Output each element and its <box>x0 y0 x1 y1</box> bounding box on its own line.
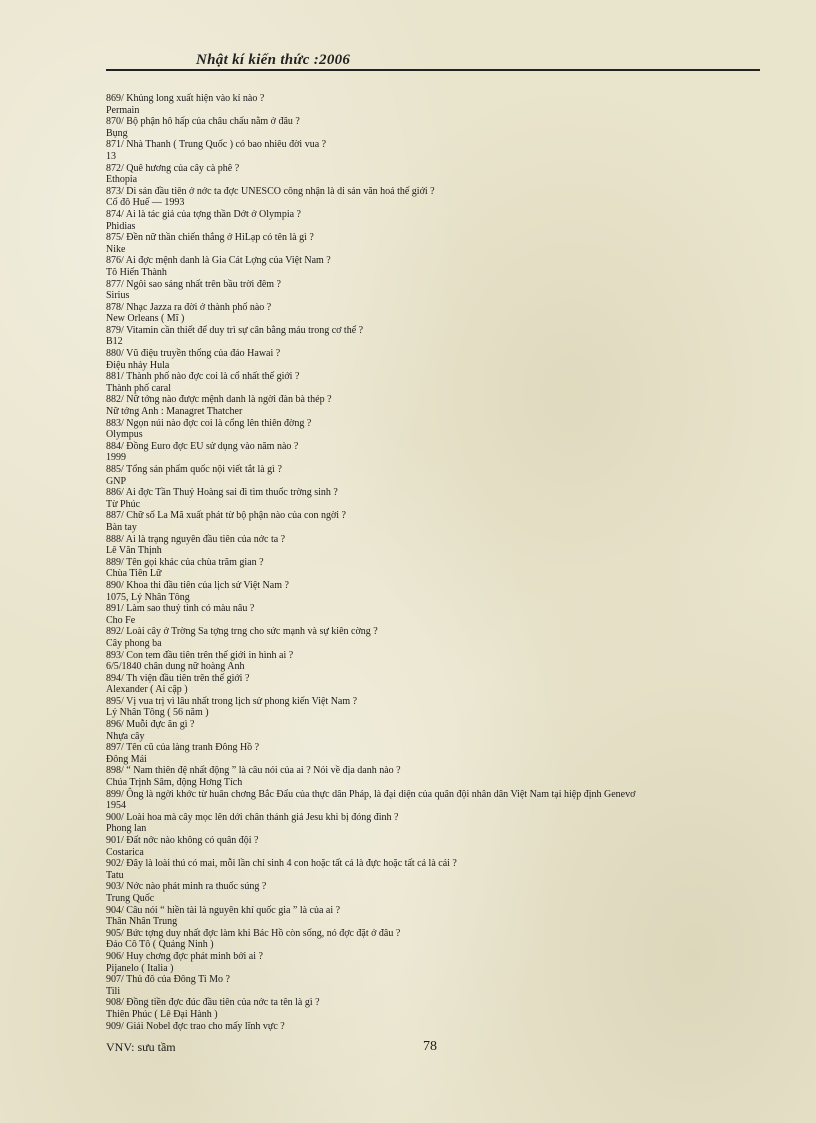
question-line: 875/ Đền nữ thần chiến thắng ở HiLạp có tên là gì ? <box>106 232 314 244</box>
answer-line: Cố đô Huế — 1993 <box>106 197 185 209</box>
answer-line: Thiên Phúc ( Lê Đại Hành ) <box>106 1008 218 1020</box>
question-line: 881/ Thành phố nào đợc coi là cổ nhất thế giới ? <box>106 371 300 383</box>
answer-line: Thân Nhân Trung <box>106 916 178 928</box>
answer-line: Sirius <box>106 290 130 302</box>
question-line: 898/ “ Nam thiên đệ nhất động ” là câu nói của ai ? Nói về địa danh nào ? <box>106 765 401 777</box>
question-line: 904/ Câu nói “ hiền tài là nguyên khí quốc gia ” là của ai ? <box>106 904 341 916</box>
answer-line: Pijanelo ( Italia ) <box>106 962 174 974</box>
answer-line: Tatu <box>106 869 124 881</box>
question-line: 883/ Ngọn núi nào đợc coi là cổng lên thiên đờng ? <box>106 417 312 429</box>
question-line: 906/ Huy chơng đợc phát minh bởi ai ? <box>106 950 263 962</box>
question-line: 887/ Chữ số La Mã xuất phát từ bộ phận nào của con ngời ? <box>106 510 346 522</box>
question-line: 901/ Đất nớc nào không có quân đội ? <box>106 835 259 846</box>
question-line: 886/ Ai đợc Tần Thuỷ Hoàng sai đi tìm thuốc trờng sinh ? <box>106 487 338 499</box>
question-line: 885/ Tổng sản phẩm quốc nội viết tắt là gì ? <box>106 464 282 475</box>
question-line: 899/ Ông là ngời khớc từ huân chơng Bắc Đẩu của thực dân Pháp, là đại diện của quân đội nhân dân Việt Nam tại hiệp định Genevơ <box>106 788 636 800</box>
question-line: 888/ Ai là trạng nguyên đầu tiên của nớc ta ? <box>106 533 286 545</box>
question-line: 903/ Nớc nào phát minh ra thuốc súng ? <box>106 881 267 893</box>
question-line: 895/ Vị vua trị vì lâu nhất trong lịch sử phong kiến Việt Nam ? <box>106 695 358 707</box>
question-line: 878/ Nhạc Jazza ra đời ở thành phố nào ? <box>106 301 272 313</box>
header-rule <box>106 69 760 71</box>
qa-list <box>106 93 766 1032</box>
footer-author: VNV: sưu tầm <box>106 1040 176 1054</box>
answer-line: Permain <box>106 104 140 116</box>
answer-line: Bàn tay <box>106 521 137 533</box>
answer-line: Ethopia <box>106 174 138 186</box>
answer-line: 6/5/1840 chân dung nữ hoàng Anh <box>106 661 245 673</box>
question-line: 897/ Tên cũ của làng tranh Đông Hồ ? <box>106 742 260 754</box>
answer-line: Lê Văn Thịnh <box>106 545 162 557</box>
answer-line: Chúa Trịnh Sâm, động Hơng Tích <box>106 777 243 789</box>
answer-line: Nike <box>106 243 126 255</box>
answer-line: GNP <box>106 475 127 487</box>
answer-line: New Orleans ( Mĩ ) <box>106 313 185 325</box>
answer-line: Tili <box>106 985 121 997</box>
answer-line: Đông Mái <box>106 753 147 765</box>
question-line: 905/ Bức tợng duy nhất đợc làm khi Bác Hồ còn sống, nó đợc đặt ở đâu ? <box>106 927 401 939</box>
question-line: 891/ Làm sao thuỷ tinh có màu nâu ? <box>106 603 255 615</box>
answer-line: 13 <box>106 150 116 162</box>
answer-line: 1075, Lý Nhân Tông <box>106 591 190 603</box>
answer-line: Alexander ( Ai cập ) <box>106 684 188 696</box>
answer-line: Lý Nhân Tông ( 56 năm ) <box>106 707 209 719</box>
question-line: 900/ Loài hoa mà cây mọc lên dới chân thánh giá Jesu khi bị đóng đinh ? <box>106 811 399 823</box>
question-line: 874/ Ai là tác giả của tợng thần Dớt ở Olympia ? <box>106 208 301 220</box>
answer-line: Nhựa cây <box>106 730 145 742</box>
answer-line: Bụng <box>106 127 128 139</box>
question-line: 908/ Đồng tiền đợc đúc đầu tiên của nớc ta tên là gì ? <box>106 997 320 1009</box>
question-line: 892/ Loài cây ở Trờng Sa tợng trng cho sức mạnh và sự kiên cờng ? <box>106 626 378 638</box>
page-number: 78 <box>423 1039 437 1054</box>
question-line: 870/ Bộ phận hô hấp của châu chấu nằm ở đâu ? <box>106 116 300 128</box>
question-line: 873/ Di sản đầu tiên ở nớc ta đợc UNESCO công nhận là di sản văn hoá thế giới ? <box>106 185 435 197</box>
answer-line: Từ Phúc <box>106 498 141 510</box>
question-line: 894/ Th viện đầu tiên trên thế giới ? <box>106 672 250 684</box>
question-line: 882/ Nữ tớng nào được mệnh danh là ngời đàn bà thép ? <box>106 394 332 406</box>
question-line: 907/ Thủ đô của Đông Ti Mo ? <box>106 974 230 986</box>
answer-line: Chùa Tiên Lữ <box>106 568 162 580</box>
question-line: 890/ Khoa thi đầu tiên của lịch sử Việt Nam ? <box>106 579 289 591</box>
question-line: 902/ Đây là loài thú có mai, mỗi lần chỉ sinh 4 con hoặc tất cả là đực hoặc tất cả là cái ? <box>106 858 457 870</box>
question-line: 879/ Vitamin cần thiết để duy trì sự cân bằng máu trong cơ thể ? <box>106 324 364 336</box>
answer-line: B12 <box>106 336 123 348</box>
answer-line: Nữ tớng Anh : Managret Thatcher <box>106 406 243 418</box>
question-line: 909/ Giải Nobel đợc trao cho mấy lĩnh vực ? <box>106 1020 285 1032</box>
question-line: 889/ Tên gọi khác của chùa trăm gian ? <box>106 556 264 568</box>
page-header-title: Nhật kí kiến thức :2006 <box>196 52 351 68</box>
question-line: 872/ Quê hương của cây cà phê ? <box>106 162 240 174</box>
answer-line: Phong lan <box>106 823 147 835</box>
answer-line: Olympus <box>106 429 143 441</box>
question-line: 877/ Ngôi sao sáng nhất trên bầu trời đêm ? <box>106 278 281 290</box>
answer-line: Cho Fe <box>106 614 136 626</box>
answer-line: 1999 <box>106 452 126 464</box>
question-line: 876/ Ai đợc mệnh danh là Gia Cát Lợng của Việt Nam ? <box>106 255 331 267</box>
question-line: 893/ Con tem đầu tiên trên thế giới in hình ai ? <box>106 649 294 661</box>
answer-line: Phidias <box>106 220 136 232</box>
answer-line: Tô Hiến Thành <box>106 266 167 278</box>
answer-line: Đảo Cô Tô ( Quảng Ninh ) <box>106 939 214 951</box>
answer-line: Costarica <box>106 846 144 858</box>
answer-line: 1954 <box>106 800 126 812</box>
answer-line: Trung Quốc <box>106 892 155 904</box>
question-line: 884/ Đồng Euro đợc EU sử dụng vào năm nào ? <box>106 440 299 452</box>
question-line: 896/ Muỗi đực ăn gì ? <box>106 719 195 731</box>
question-line: 869/ Khủng long xuất hiện vào kỉ nào ? <box>106 93 265 104</box>
answer-line: Thành phố caral <box>106 382 171 394</box>
answer-line: Điệu nhảy Hula <box>106 359 170 371</box>
question-line: 880/ Vũ điệu truyền thống của đảo Hawai ? <box>106 348 281 360</box>
question-line: 871/ Nhà Thanh ( Trung Quốc ) có bao nhiêu đời vua ? <box>106 139 327 151</box>
answer-line: Cây phong ba <box>106 637 162 649</box>
